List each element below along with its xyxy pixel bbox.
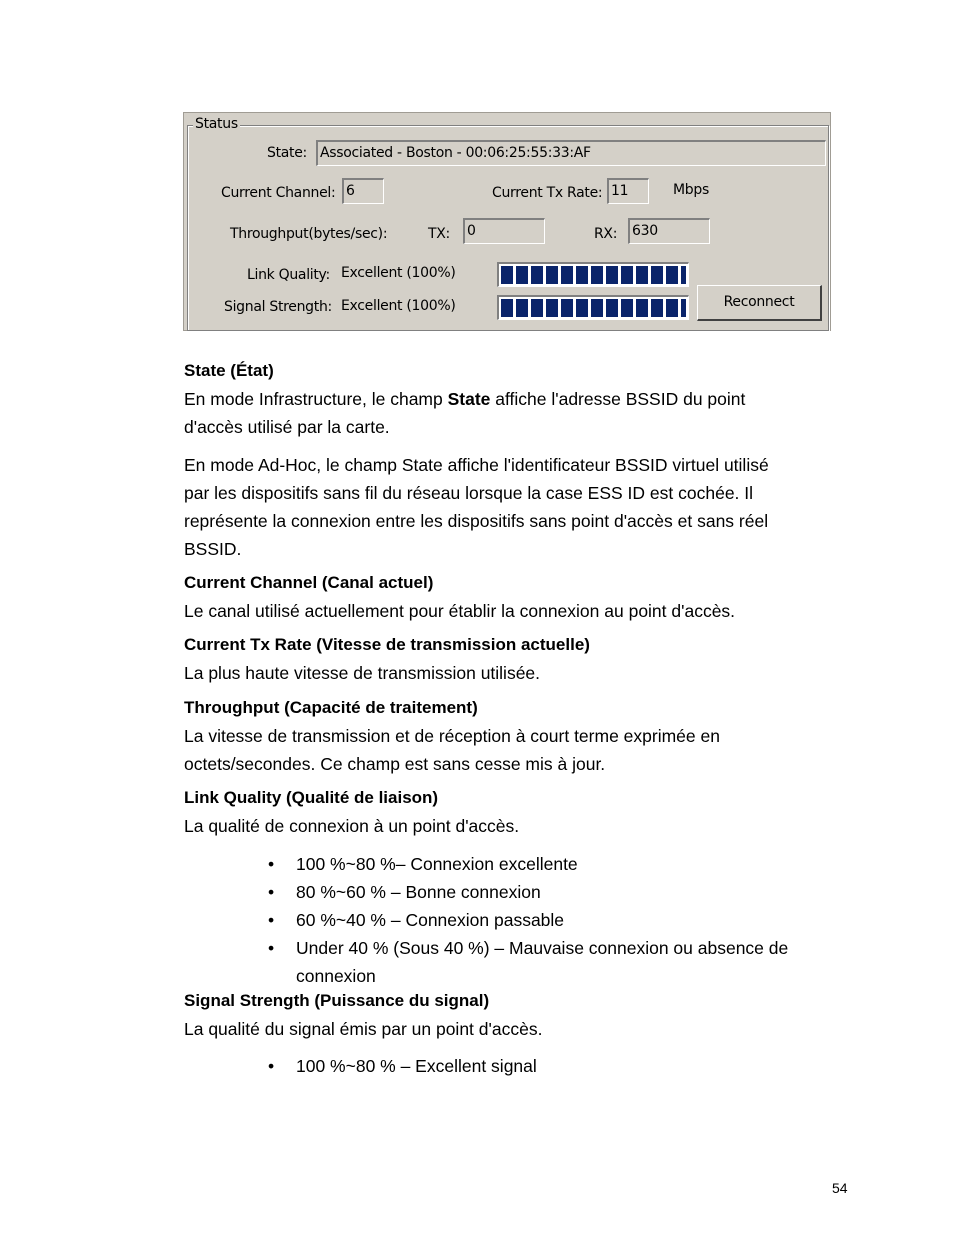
state-field[interactable]: Associated - Boston - 00:06:25:55:33:AF xyxy=(316,140,826,166)
state-p2-line-2: par les dispositifs sans fil du réseau lorsque la case ESS ID est cochée. Il xyxy=(184,483,754,503)
current-tx-rate-field[interactable]: 11 xyxy=(607,178,649,204)
tx-rate-unit: Mbps xyxy=(673,182,709,198)
status-group-title: Status xyxy=(195,116,238,132)
link-quality-paragraph: La qualité de connexion à un point d'accès. xyxy=(184,816,520,836)
throughput-paragraph-line-1: La vitesse de transmission et de réception à court terme exprimée en xyxy=(184,726,720,746)
signal-strength-paragraph: La qualité du signal émis par un point d'accès. xyxy=(184,1019,543,1039)
throughput-label: Throughput(bytes/sec): xyxy=(230,226,388,242)
link-quality-heading: Link Quality (Qualité de liaison) xyxy=(184,788,439,807)
state-label: State: xyxy=(267,145,307,161)
txrate-paragraph: La plus haute vitesse de transmission utilisée. xyxy=(184,663,541,683)
page-number: 54 xyxy=(832,1180,848,1196)
state-p2-line-1: En mode Ad-Hoc, le champ State affiche l'identificateur BSSID virtuel utilisé xyxy=(184,455,769,475)
link-bullet-3: 60 %~40 % – Connexion passable xyxy=(296,910,565,930)
link-bullet-4-continuation: connexion xyxy=(296,966,376,986)
bullet-marker: • xyxy=(268,882,275,902)
current-channel-field[interactable]: 6 xyxy=(342,178,384,204)
throughput-paragraph-line-2: octets/secondes. Ce champ est sans cesse mis à jour. xyxy=(184,754,606,774)
link-quality-bar xyxy=(497,262,689,287)
current-tx-rate-label: Current Tx Rate: xyxy=(492,185,603,201)
bullet-marker: • xyxy=(268,910,275,930)
link-bullet-2: 80 %~60 % – Bonne connexion xyxy=(296,882,541,902)
current-channel-label: Current Channel: xyxy=(221,185,336,201)
tx-label: TX: xyxy=(428,226,450,242)
status-dialog-screenshot xyxy=(183,112,831,331)
signal-strength-heading: Signal Strength (Puissance du signal) xyxy=(184,991,490,1010)
link-quality-label: Link Quality: xyxy=(247,267,330,283)
link-quality-value: Excellent (100%) xyxy=(341,265,456,281)
txrate-heading: Current Tx Rate (Vitesse de transmission actuelle) xyxy=(184,635,590,654)
bullet-marker: • xyxy=(268,854,275,874)
tx-field[interactable]: 0 xyxy=(463,218,545,244)
signal-strength-bar-fill xyxy=(501,299,686,317)
rx-label: RX: xyxy=(594,226,618,242)
state-paragraph-line-1 xyxy=(184,389,745,410)
channel-paragraph: Le canal utilisé actuellement pour établir la connexion au point d'accès. xyxy=(184,601,736,621)
state-p1-text-a: En mode Infrastructure, le champ xyxy=(184,389,448,409)
throughput-heading: Throughput (Capacité de traitement) xyxy=(184,698,478,717)
bullet-marker: • xyxy=(268,1056,275,1076)
channel-heading: Current Channel (Canal actuel) xyxy=(184,573,434,592)
state-paragraph-line-2: d'accès utilisé par la carte. xyxy=(184,417,390,437)
rx-field[interactable]: 630 xyxy=(628,218,710,244)
state-heading: State (État) xyxy=(184,361,274,380)
link-bullet-4: Under 40 % (Sous 40 %) – Mauvaise connexion ou absence de xyxy=(296,938,789,958)
signal-strength-bar xyxy=(497,295,689,320)
signal-bullet-1: 100 %~80 % – Excellent signal xyxy=(296,1056,537,1076)
state-p1-bold: State xyxy=(447,389,491,409)
signal-strength-value: Excellent (100%) xyxy=(341,298,456,314)
bullet-marker: • xyxy=(268,938,275,958)
link-quality-bar-fill xyxy=(501,266,686,284)
reconnect-button[interactable]: Reconnect xyxy=(697,285,822,321)
state-p1-text-c: affiche l'adresse BSSID du point xyxy=(490,389,746,409)
signal-strength-label: Signal Strength: xyxy=(224,299,332,315)
state-p2-line-3: représente la connexion entre les dispositifs sans point d'accès et sans réel xyxy=(184,511,769,531)
link-bullet-1: 100 %~80 %– Connexion excellente xyxy=(296,854,578,874)
state-p2-line-4: BSSID. xyxy=(184,539,242,559)
